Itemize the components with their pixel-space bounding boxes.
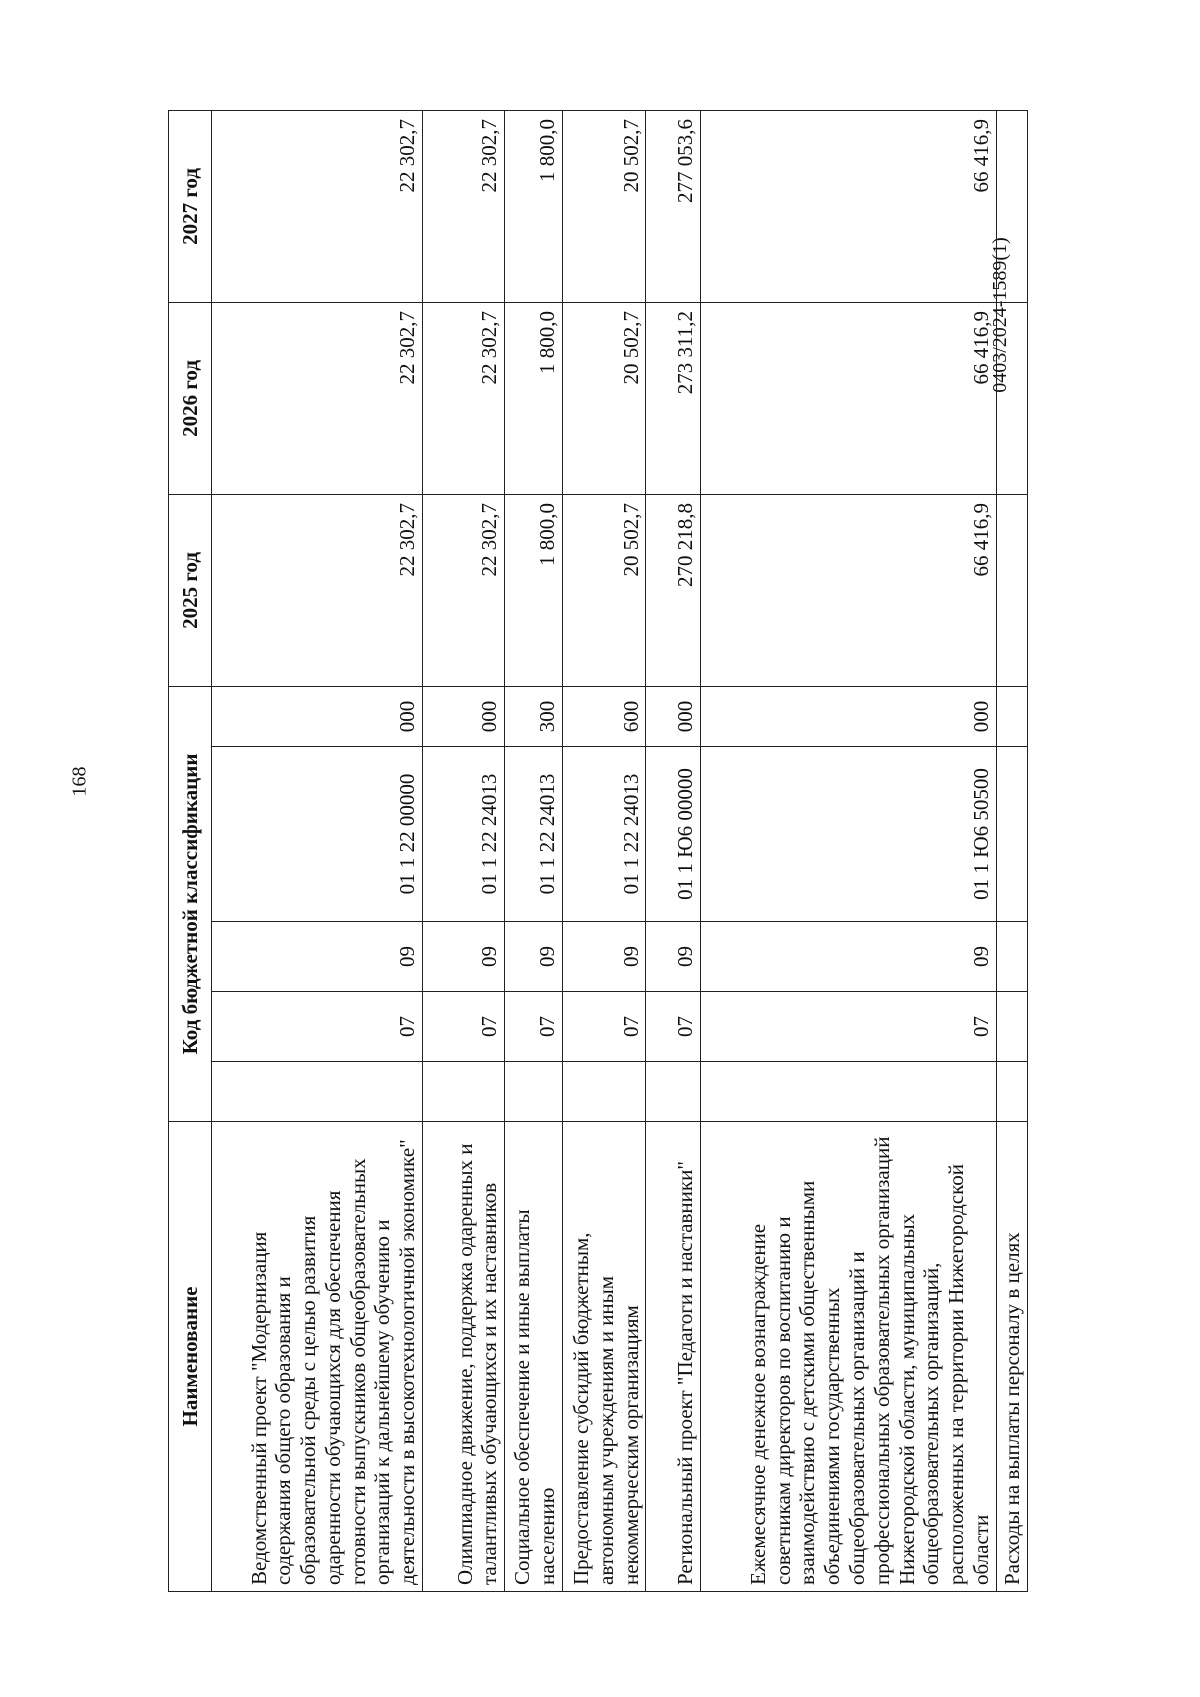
code-expense-type: 000: [701, 686, 996, 746]
code-target-item: 01 1 Ю6 00000: [646, 747, 701, 922]
value-2027: 22 302,7: [422, 110, 504, 302]
header-2026: 2026 год: [169, 302, 212, 494]
code-part-1: [505, 1062, 563, 1122]
value-2026: 66 416,9: [701, 302, 996, 494]
code-section: 07: [505, 992, 563, 1062]
code-target-item: 01 1 22 24013: [422, 747, 504, 922]
value-2027: [996, 110, 1027, 302]
code-subsection: 09: [422, 922, 504, 992]
header-row: [169, 110, 212, 1591]
row-name: Социальное обеспечение и иные выплаты населению: [505, 1122, 563, 1592]
document-code: 0403/2024-1589(1): [989, 237, 1011, 393]
code-target-item: 01 1 Ю6 50500: [701, 747, 996, 922]
table-row: [422, 110, 504, 1591]
code-part-1: [996, 1062, 1027, 1122]
value-2027: 20 502,7: [562, 110, 646, 302]
row-name: Региональный проект "Педагоги и наставники": [646, 1122, 701, 1592]
row-name: Ежемесячное денежное вознаграждение советникам директоров по воспитанию и взаимодействию с детскими общественными объединениями государственных общеобразовательных организаций и профессиональных образовательных организаций Нижегородской области, муниципальных общеобразовательных организаций, расположенных на территории Нижегородской области: [701, 1122, 996, 1592]
value-2026: 1 800,0: [505, 302, 563, 494]
code-subsection: 09: [505, 922, 563, 992]
code-subsection: 09: [646, 922, 701, 992]
row-name: Ведомственный проект "Модернизация содержания общего образования и образовательной среды с целью развития одаренности обучающихся для обеспечения готовности выпускников общеобразовательных организаций к дальнейшему обучению и деятельности в высокотехнологичной экономике": [212, 1122, 423, 1592]
value-2027: 22 302,7: [212, 110, 423, 302]
header-2025: 2025 год: [169, 494, 212, 686]
value-2027: 277 053,6: [646, 110, 701, 302]
value-2025: 20 502,7: [562, 494, 646, 686]
table-row: [505, 110, 563, 1591]
value-2025: 22 302,7: [422, 494, 504, 686]
budget-table-container: [168, 110, 1028, 1592]
value-2025: 22 302,7: [212, 494, 423, 686]
code-subsection: 09: [562, 922, 646, 992]
code-section: 07: [646, 992, 701, 1062]
code-expense-type: 600: [562, 686, 646, 746]
value-2025: 1 800,0: [505, 494, 563, 686]
header-2027: 2027 год: [169, 110, 212, 302]
value-2027: 66 416,9: [701, 110, 996, 302]
code-section: [996, 992, 1027, 1062]
code-section: 07: [701, 992, 996, 1062]
code-target-item: 01 1 22 24013: [562, 747, 646, 922]
value-2025: [996, 494, 1027, 686]
code-section: 07: [422, 992, 504, 1062]
code-part-1: [562, 1062, 646, 1122]
code-subsection: 09: [701, 922, 996, 992]
value-2026: 20 502,7: [562, 302, 646, 494]
code-section: 07: [212, 992, 423, 1062]
value-2025: 66 416,9: [701, 494, 996, 686]
code-target-item: 01 1 22 24013: [505, 747, 563, 922]
value-2025: 270 218,8: [646, 494, 701, 686]
page-number: 168: [68, 766, 91, 797]
code-part-1: [701, 1062, 996, 1122]
code-expense-type: 000: [422, 686, 504, 746]
value-2026: 22 302,7: [212, 302, 423, 494]
code-section: 07: [562, 992, 646, 1062]
row-name: Расходы на выплаты персоналу в целях: [996, 1122, 1027, 1592]
code-part-1: [646, 1062, 701, 1122]
header-name: Наименование: [169, 1122, 212, 1592]
code-expense-type: [996, 686, 1027, 746]
value-2026: 22 302,7: [422, 302, 504, 494]
code-expense-type: 300: [505, 686, 563, 746]
code-target-item: 01 1 22 00000: [212, 747, 423, 922]
table-row: [212, 110, 423, 1591]
row-name: Олимпиадное движение, поддержка одаренных и талантливых обучающихся и их наставников: [422, 1122, 504, 1592]
table-row: [646, 110, 701, 1591]
table-row: [996, 110, 1027, 1591]
code-expense-type: 000: [212, 686, 423, 746]
code-target-item: [996, 747, 1027, 922]
header-budget-code: Код бюджетной классификации: [169, 686, 212, 1121]
table-row: [701, 110, 996, 1591]
value-2027: 1 800,0: [505, 110, 563, 302]
code-expense-type: 000: [646, 686, 701, 746]
budget-table: [168, 110, 1028, 1592]
value-2026: 273 311,2: [646, 302, 701, 494]
code-part-1: [212, 1062, 423, 1122]
row-name: Предоставление субсидий бюджетным, автономным учреждениям и иным некоммерческим организациям: [562, 1122, 646, 1592]
value-2026: [996, 302, 1027, 494]
code-subsection: 09: [212, 922, 423, 992]
code-part-1: [422, 1062, 504, 1122]
code-subsection: [996, 922, 1027, 992]
table-row: [562, 110, 646, 1591]
